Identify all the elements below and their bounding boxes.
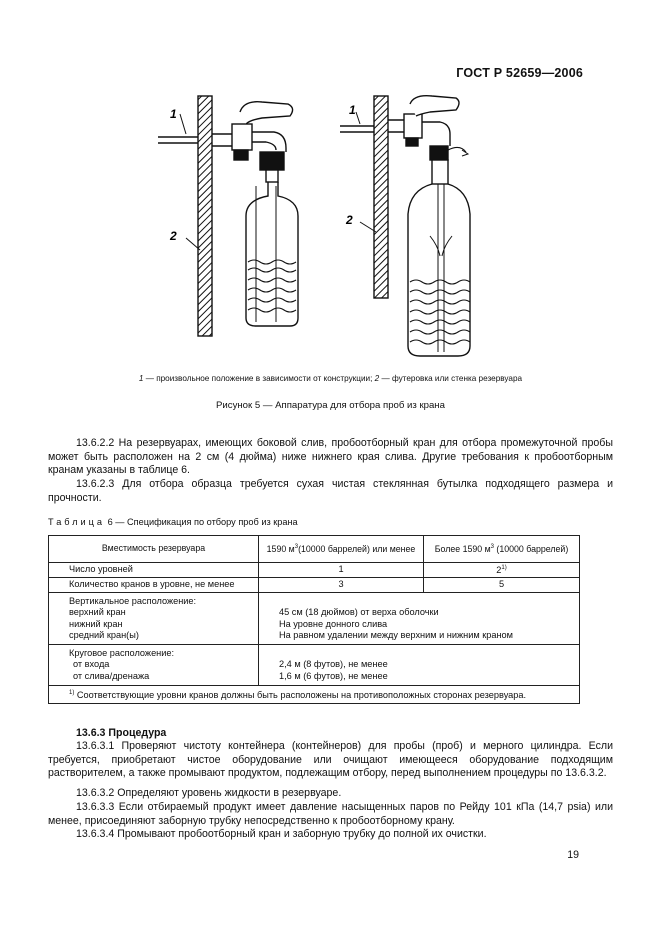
row-label: Количество кранов в уровне, не менее bbox=[49, 578, 259, 593]
legend-text-2: — футеровка или стенка резервуара bbox=[379, 374, 523, 383]
document-id: ГОСТ Р 52659—2006 bbox=[456, 66, 583, 80]
cell-value: 1 bbox=[259, 563, 424, 578]
figure-label-1-left: 1 bbox=[170, 107, 177, 121]
paragraph-text: 13.6.3.1 Проверяют чистоту контейнера (контейнеров) для пробы (проб) и мерного цилиндра. Если требуется, приобретают чистое оборудование или очищают имеющееся оборудование подходящим растворителем, а также промывают продуктом, подлежащим отбору, перед выполнением процедуры по 13.6.3.2. bbox=[48, 740, 613, 780]
paragraph-13-6-3-3 bbox=[48, 801, 613, 828]
row-label: Число уровней bbox=[49, 563, 259, 578]
table-row bbox=[49, 563, 580, 578]
page-number: 19 bbox=[567, 849, 579, 861]
section-heading: 13.6.3 Процедура bbox=[76, 727, 167, 739]
table-caption-prefix: Таблица bbox=[48, 517, 106, 527]
table-row bbox=[49, 593, 580, 645]
cell-value: 45 см (18 дюймов) от верха оболочки На уровне донного слива На равном удалении между верхним и нижним краном bbox=[259, 593, 580, 645]
cell-value: 5 bbox=[424, 578, 580, 593]
paragraph-13-6-2-2 bbox=[48, 437, 613, 478]
legend-text-1: — произвольное положение в зависимости от конструкции; bbox=[143, 374, 375, 383]
table-footnote-row bbox=[49, 686, 580, 704]
table-header-row bbox=[49, 536, 580, 563]
paragraph-13-6-3-4 bbox=[48, 828, 613, 842]
header-capacity: Вместимость резервуара bbox=[49, 536, 259, 563]
figure-label-2-left: 2 bbox=[170, 229, 177, 243]
header-small-tank: 1590 м$^3$(10000 баррелей) или менее bbox=[259, 536, 424, 563]
paragraph-13-6-3-1 bbox=[48, 740, 613, 781]
legend-num-1: 1 bbox=[138, 374, 144, 383]
table-caption-rest: 6 — Спецификация по отбору проб из крана bbox=[105, 517, 298, 527]
paragraph-text: 13.6.2.3 Для отбора образца требуется сухая чистая стеклянная бутылка подходящего размера и прочности. bbox=[48, 478, 613, 504]
figure-legend bbox=[0, 374, 661, 383]
left-assembly bbox=[158, 96, 298, 336]
paragraph-text: 13.6.3.2 Определяют уровень жидкости в резервуаре. bbox=[76, 787, 342, 799]
right-assembly bbox=[340, 96, 470, 356]
legend-num-2: 2 bbox=[374, 374, 380, 383]
paragraph-text: 13.6.3.4 Промывают пробоотборный кран и заборную трубку до полной их очистки. bbox=[76, 828, 487, 840]
paragraph-text: 13.6.2.2 На резервуарах, имеющих боковой слив, пробоотборный кран для отбора промежуточной пробы может быть расположен на 2 см (4 дюйма) ниже нижнего края слива. Другие требования к пробоотборным кранам указаны в таблице 6. bbox=[48, 437, 613, 477]
paragraph-13-6-2-3 bbox=[48, 478, 613, 505]
table-footnote: $^{1)}$ Соответствующие уровни кранов должны быть расположены на противоположных сторонах резервуара. bbox=[49, 686, 580, 704]
tank-wall-left bbox=[198, 96, 212, 336]
sampling-apparatus-figure bbox=[0, 0, 661, 370]
tank-wall-right bbox=[374, 96, 388, 298]
row-label: Вертикальное расположение: верхний кран нижний кран средний кран(ы) bbox=[49, 593, 259, 645]
table-caption bbox=[48, 517, 298, 527]
spec-table bbox=[48, 535, 580, 704]
figure-label-2-right: 2 bbox=[346, 213, 353, 227]
paragraph-13-6-3-2 bbox=[48, 787, 613, 801]
cell-value: 3 bbox=[259, 578, 424, 593]
figure-label-1-right: 1 bbox=[349, 103, 356, 117]
table-row bbox=[49, 578, 580, 593]
paragraph-text: 13.6.3.3 Если отбираемый продукт имеет давление насыщенных паров по Рейду 101 кПа (14,7 psia) или менее, присоединяют заборную трубку непосредственно к пробоотборному крану. bbox=[48, 801, 613, 827]
cell-value: 2$^{1)}$ bbox=[424, 563, 580, 578]
table-row bbox=[49, 645, 580, 686]
figure-title: Рисунок 5 — Аппаратура для отбора проб из крана bbox=[216, 400, 445, 411]
header-large-tank: Более 1590 м$^3$ (10000 баррелей) bbox=[424, 536, 580, 563]
row-label: Круговое расположение: от входа от слива/дренажа bbox=[49, 645, 259, 686]
cell-value: 2,4 м (8 футов), не менее 1,6 м (6 футов), не менее bbox=[259, 645, 580, 686]
